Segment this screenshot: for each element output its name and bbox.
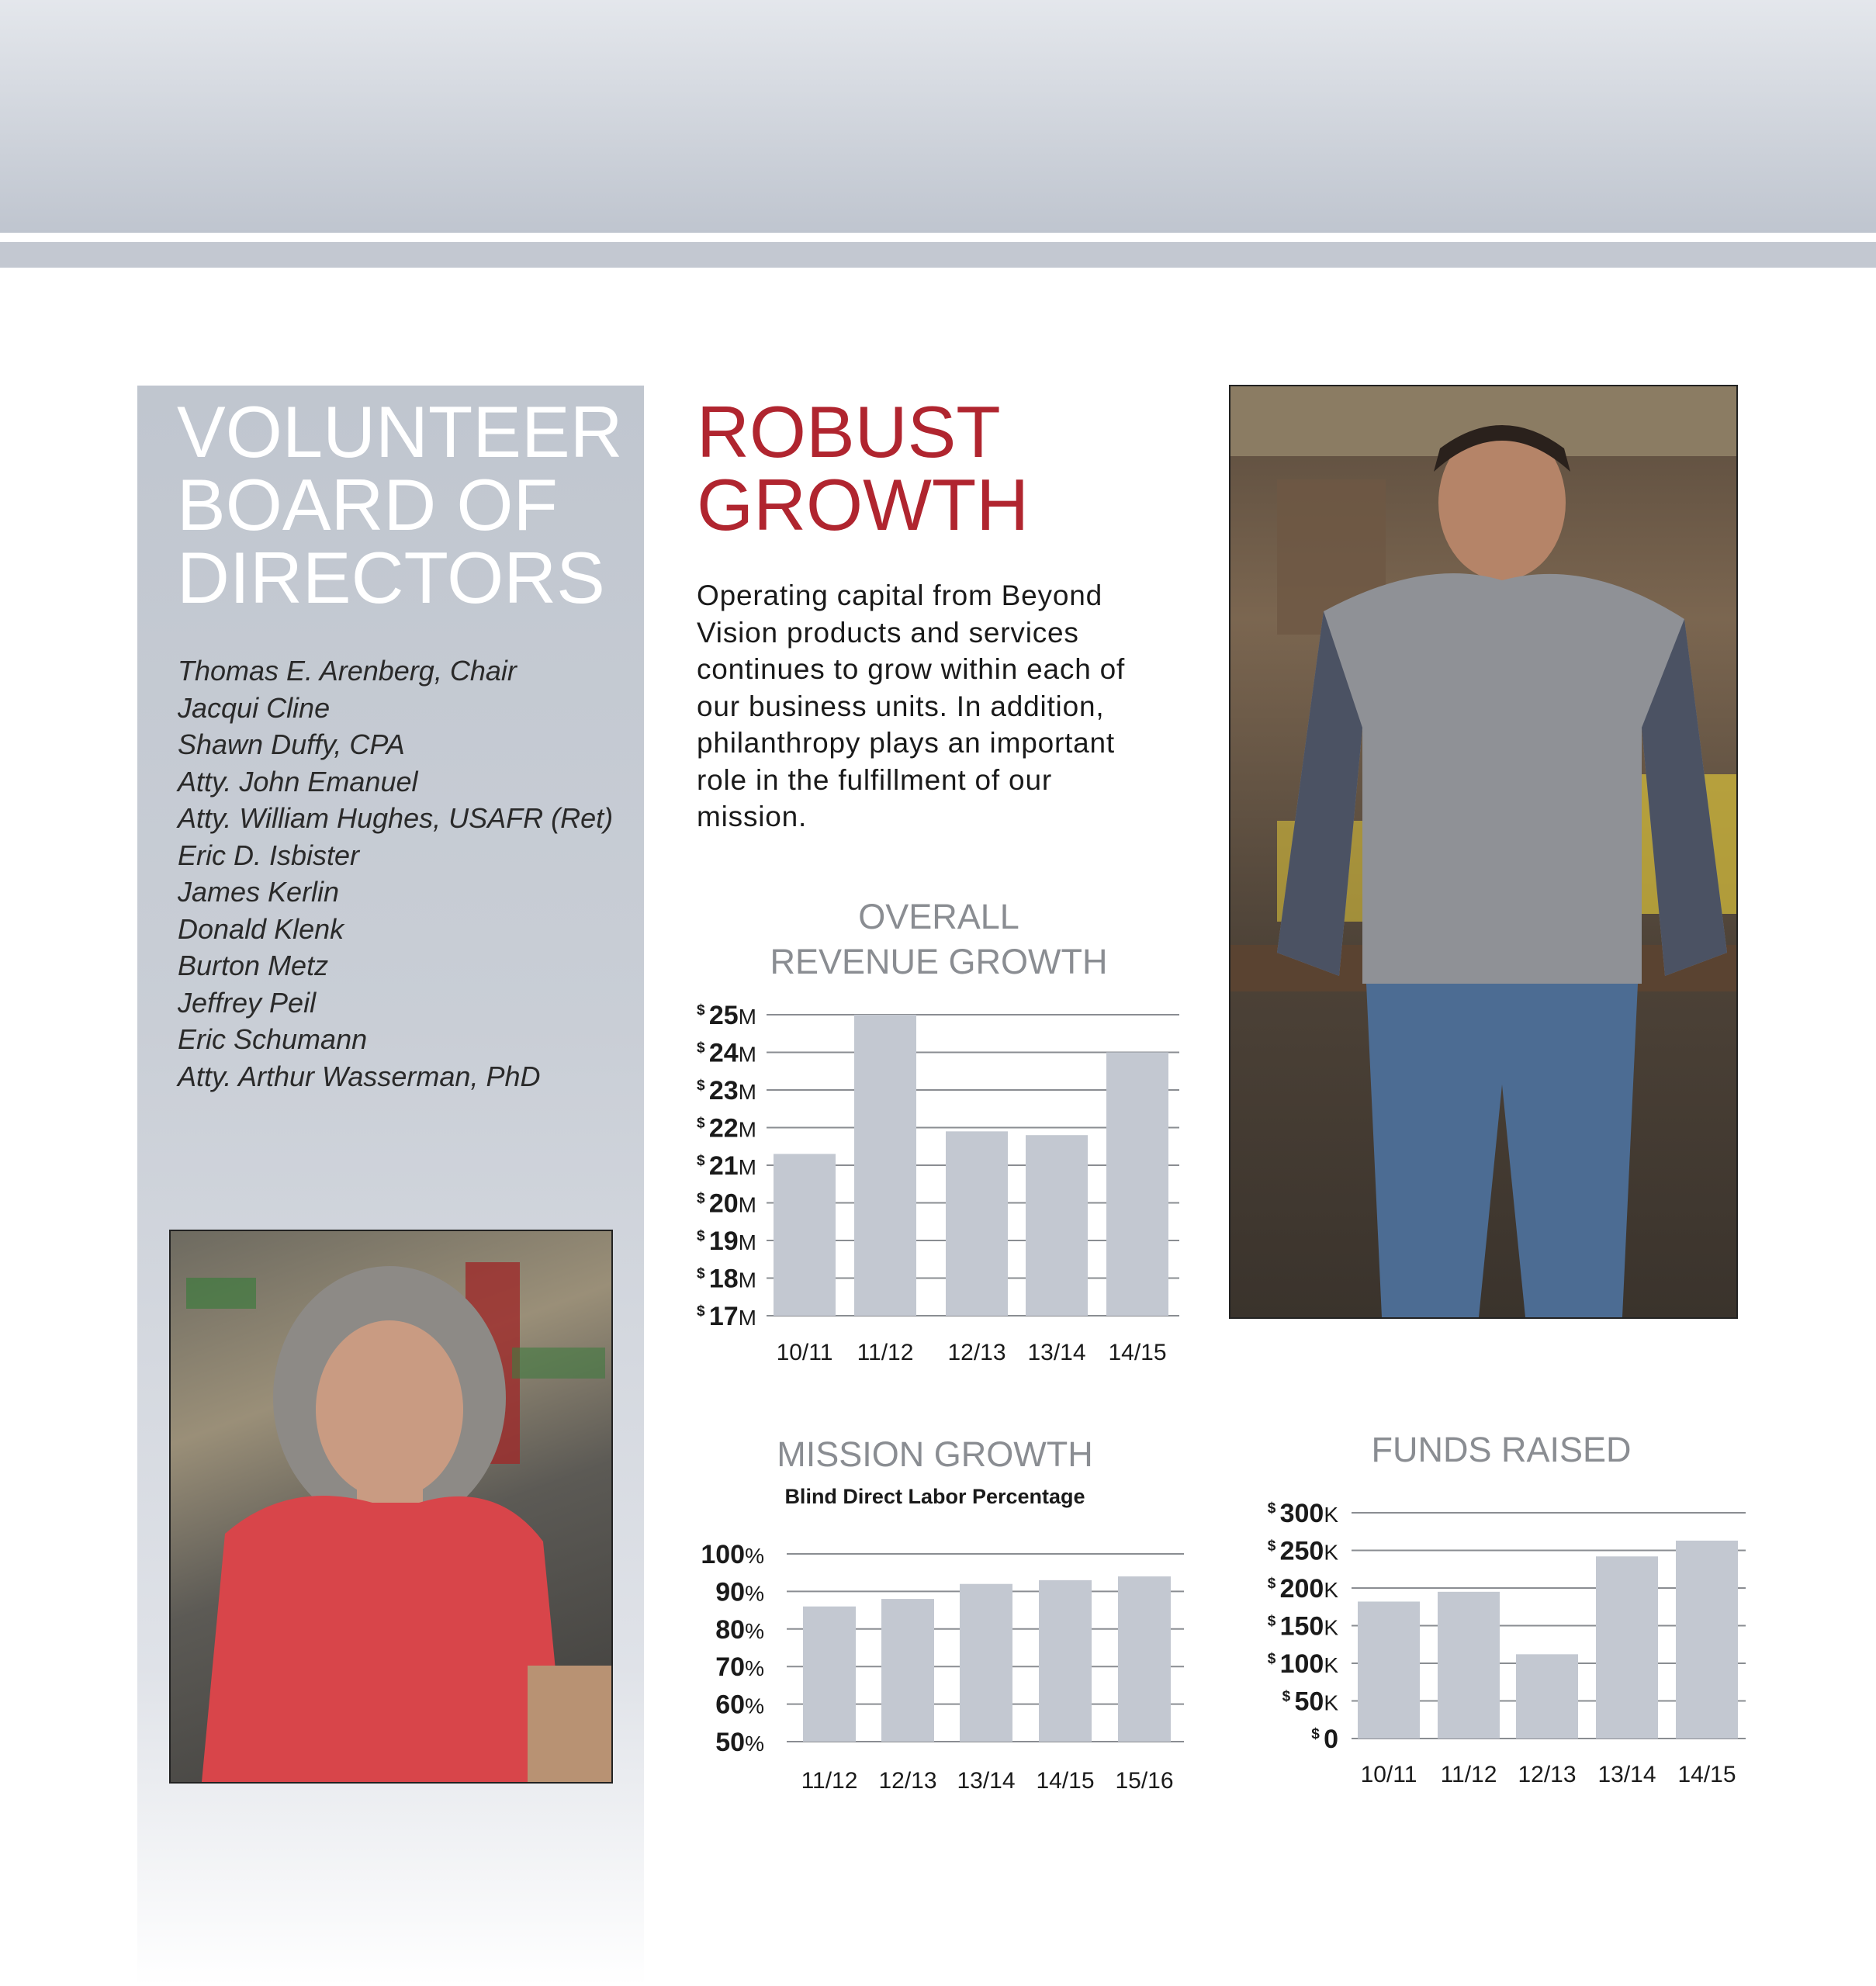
director-name: Donald Klenk bbox=[178, 912, 344, 945]
y-tick-prefix: $ bbox=[1267, 1651, 1280, 1667]
revenue-chart-title-line: OVERALL bbox=[858, 897, 1019, 936]
revenue-chart-title-line: REVENUE GROWTH bbox=[770, 942, 1108, 981]
x-tick-label: 13/14 bbox=[957, 1768, 1016, 1794]
x-tick-label: 11/12 bbox=[1440, 1762, 1497, 1787]
y-tick-unit: M bbox=[738, 1080, 756, 1104]
y-tick-value: 150 bbox=[1279, 1611, 1324, 1642]
mission-chart-subtitle: Blind Direct Labor Percentage bbox=[784, 1485, 1085, 1508]
x-tick-label: 13/14 bbox=[1597, 1762, 1656, 1787]
y-tick-value: 70 bbox=[715, 1652, 746, 1683]
y-tick-prefix: $ bbox=[1267, 1538, 1280, 1555]
director-name: Eric Schumann bbox=[178, 1023, 368, 1055]
y-tick-prefix: $ bbox=[696, 1303, 709, 1320]
y-tick-unit: K bbox=[1324, 1653, 1338, 1677]
y-tick-value: 19 bbox=[708, 1227, 739, 1256]
y-tick-unit: M bbox=[738, 1117, 756, 1142]
y-tick-value: 25 bbox=[708, 1001, 739, 1030]
board-title-line: BOARD OF bbox=[177, 464, 558, 545]
director-name: Atty. John Emanuel bbox=[178, 765, 418, 798]
x-tick-label: 15/16 bbox=[1115, 1768, 1174, 1794]
x-tick-label: 12/13 bbox=[878, 1768, 937, 1794]
bar bbox=[1676, 1541, 1738, 1739]
y-tick-prefix: $ bbox=[696, 1190, 709, 1207]
y-tick-value: 20 bbox=[708, 1188, 739, 1219]
y-tick-unit: % bbox=[745, 1732, 764, 1756]
x-tick-label: 12/13 bbox=[1518, 1762, 1577, 1787]
y-tick-unit: % bbox=[745, 1694, 764, 1718]
intro-line: Vision products and services bbox=[697, 616, 1079, 649]
heading-line: GROWTH bbox=[697, 464, 1030, 545]
y-tick-unit: M bbox=[738, 1268, 756, 1292]
y-tick-prefix: $ bbox=[696, 1265, 709, 1282]
y-tick-prefix: $ bbox=[1282, 1688, 1295, 1705]
x-tick-label: 11/12 bbox=[857, 1340, 914, 1365]
bar bbox=[1596, 1556, 1658, 1739]
y-tick-value: 80 bbox=[715, 1614, 746, 1645]
y-tick-value: 50 bbox=[1294, 1687, 1324, 1717]
y-tick-value: 100 bbox=[701, 1540, 746, 1569]
y-tick-value: 250 bbox=[1279, 1536, 1324, 1566]
y-tick-value: 90 bbox=[715, 1577, 746, 1607]
intro-line: Operating capital from Beyond bbox=[697, 580, 1102, 611]
y-tick-prefix: $ bbox=[696, 1153, 709, 1169]
y-tick-label bbox=[1268, 1649, 1339, 1679]
x-tick-label: 14/15 bbox=[1108, 1340, 1167, 1365]
y-tick-unit: K bbox=[1324, 1540, 1338, 1565]
x-tick-label: 13/14 bbox=[1027, 1340, 1086, 1365]
y-tick-label bbox=[1311, 1725, 1338, 1754]
y-tick-unit: M bbox=[738, 1005, 756, 1029]
y-tick-value: 60 bbox=[715, 1690, 746, 1720]
intro-line: our business units. In addition, bbox=[697, 690, 1105, 722]
intro-line: mission. bbox=[697, 801, 808, 832]
y-tick-label bbox=[1268, 1612, 1339, 1642]
y-tick-unit: % bbox=[745, 1618, 764, 1643]
x-tick-label: 12/13 bbox=[947, 1340, 1006, 1365]
director-name: Atty. William Hughes, USAFR (Ret) bbox=[178, 802, 614, 834]
y-tick-value: 17 bbox=[708, 1302, 739, 1331]
y-tick-unit: % bbox=[745, 1544, 764, 1568]
intro-line: continues to grow within each of bbox=[697, 653, 1126, 685]
x-tick-label: 11/12 bbox=[801, 1768, 858, 1794]
y-tick-value: 100 bbox=[1279, 1649, 1324, 1679]
y-tick-label bbox=[1268, 1537, 1339, 1566]
y-tick-unit: % bbox=[745, 1581, 764, 1606]
y-tick-value: 18 bbox=[708, 1264, 739, 1294]
intro-line: role in the fulfillment of our bbox=[697, 763, 1052, 796]
y-tick-prefix: $ bbox=[1311, 1726, 1324, 1742]
x-tick-label: 10/11 bbox=[776, 1340, 833, 1365]
y-tick-prefix: $ bbox=[696, 1228, 709, 1244]
x-tick-label: 14/15 bbox=[1677, 1762, 1736, 1787]
y-tick-unit: M bbox=[738, 1306, 756, 1330]
y-tick-prefix: $ bbox=[696, 1040, 709, 1057]
director-name: Jacqui Cline bbox=[178, 691, 331, 724]
y-tick-value: 200 bbox=[1279, 1574, 1324, 1604]
director-name: Shawn Duffy, CPA bbox=[178, 728, 405, 760]
y-tick-unit: % bbox=[745, 1656, 764, 1681]
y-tick-unit: K bbox=[1324, 1690, 1338, 1715]
y-tick-prefix: $ bbox=[1267, 1613, 1280, 1630]
intro-line: philanthropy plays an important bbox=[697, 727, 1115, 759]
director-name: James Kerlin bbox=[178, 876, 340, 908]
y-tick-unit: M bbox=[738, 1192, 756, 1217]
y-tick-unit: M bbox=[738, 1230, 756, 1254]
y-tick-prefix: $ bbox=[1267, 1500, 1280, 1517]
y-tick-value: 23 bbox=[708, 1076, 739, 1105]
funds-chart-title-line: FUNDS RAISED bbox=[1371, 1430, 1632, 1469]
y-tick-prefix: $ bbox=[696, 1078, 709, 1094]
y-tick-label bbox=[1268, 1574, 1339, 1604]
bar bbox=[1358, 1601, 1420, 1739]
y-tick-unit: M bbox=[738, 1155, 756, 1179]
board-title-line: VOLUNTEER bbox=[177, 391, 623, 472]
y-tick-unit: K bbox=[1324, 1578, 1338, 1602]
y-tick-label bbox=[1268, 1499, 1339, 1528]
y-tick-unit: K bbox=[1324, 1615, 1338, 1640]
y-tick-unit: K bbox=[1324, 1503, 1338, 1527]
y-tick-value: 300 bbox=[1279, 1499, 1324, 1528]
mission-chart-title-line: MISSION GROWTH bbox=[777, 1434, 1093, 1474]
director-name: Burton Metz bbox=[178, 950, 329, 981]
y-tick-unit: M bbox=[738, 1042, 756, 1067]
y-tick-value: 0 bbox=[1324, 1725, 1338, 1754]
bar bbox=[1516, 1654, 1578, 1739]
director-name: Eric D. Isbister bbox=[178, 839, 360, 871]
board-title-line: DIRECTORS bbox=[177, 537, 605, 618]
bar bbox=[1438, 1592, 1500, 1739]
y-tick-value: 24 bbox=[708, 1038, 739, 1068]
x-tick-label: 14/15 bbox=[1036, 1768, 1095, 1794]
director-name: Jeffrey Peil bbox=[178, 986, 317, 1019]
y-tick-value: 21 bbox=[708, 1151, 739, 1181]
y-tick-prefix: $ bbox=[696, 1115, 709, 1132]
director-name: Atty. Arthur Wasserman, PhD bbox=[178, 1060, 541, 1092]
heading-line: ROBUST bbox=[697, 391, 1001, 472]
y-tick-prefix: $ bbox=[696, 1002, 709, 1019]
director-name: Thomas E. Arenberg, Chair bbox=[178, 655, 517, 687]
x-tick-label: 10/11 bbox=[1360, 1762, 1417, 1787]
y-tick-value: 50 bbox=[715, 1728, 746, 1757]
y-tick-label bbox=[1282, 1687, 1339, 1717]
y-tick-value: 22 bbox=[708, 1113, 739, 1144]
y-tick-prefix: $ bbox=[1267, 1576, 1280, 1592]
